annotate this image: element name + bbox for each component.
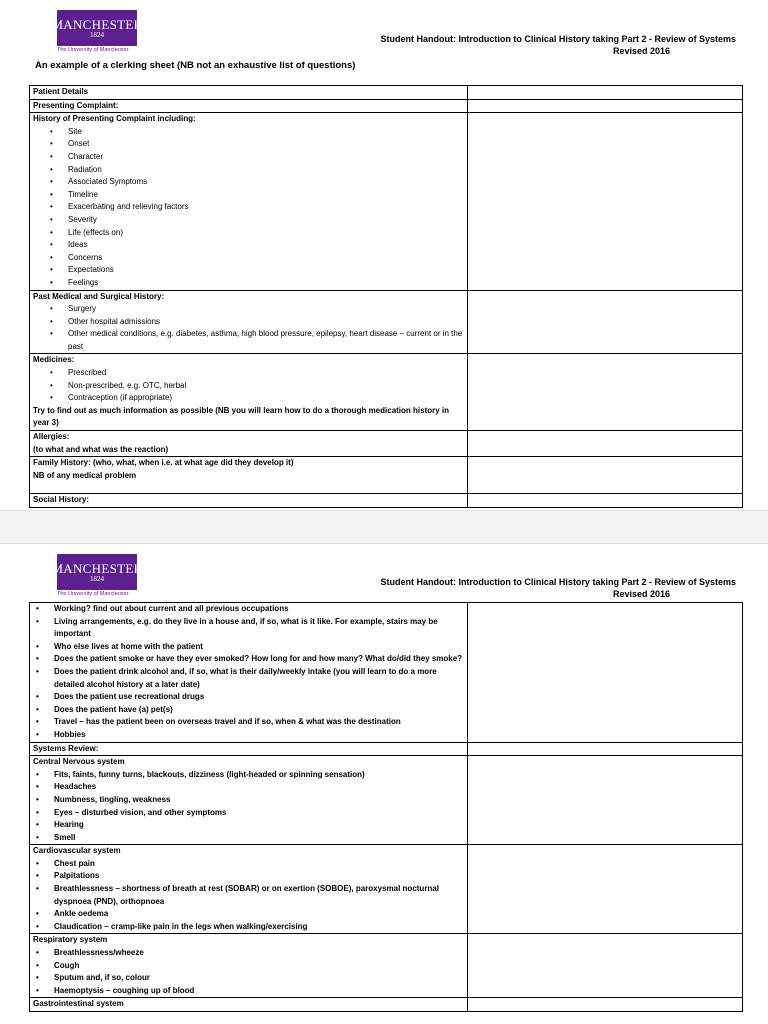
list-item: • Ideas (59, 239, 464, 252)
list-item: • Living arrangements, e.g. do they live in a house and, if so, what is it like. For example, stairs may be important (45, 616, 464, 641)
list-item: • Working? find out about current and all previous occupations (45, 603, 464, 616)
cns-title: Central Nervous system (33, 757, 125, 767)
handout-title: Student Handout: Introduction to Clinical History taking Part 2 - Review of Systems (380, 34, 736, 44)
systems-review-label: Systems Review: (33, 743, 99, 753)
list-item: • Smell (45, 832, 464, 845)
table-row (30, 113, 743, 290)
list-item: • Contraception (if appropriate) (59, 392, 464, 405)
social-history-list (33, 603, 464, 742)
answer-cell (468, 845, 743, 934)
clerking-table-page-2 (29, 602, 743, 1012)
table-row (30, 934, 743, 998)
hpc-title: History of Presenting Complaint including: (33, 114, 196, 124)
list-item: • Headaches (45, 781, 464, 794)
list-item: • Timeline (59, 189, 464, 202)
page-1 (0, 0, 768, 510)
table-cell (30, 290, 468, 354)
answer-cell (468, 494, 743, 508)
list-item: • Cough (45, 960, 464, 973)
table-row (30, 457, 743, 494)
list-item: • Chest pain (45, 858, 464, 871)
logo-subtitle: The University of Manchester (57, 591, 129, 597)
list-item: • Hearing (45, 819, 464, 832)
intro-text: An example of a clerking sheet (NB not an exhaustive list of questions) (35, 60, 356, 71)
list-item: • Prescribed (59, 367, 464, 380)
family-history-note: NB of any medical problem (33, 470, 137, 480)
logo-year: 1824 (90, 574, 104, 583)
list-item: • Severity (59, 214, 464, 227)
list-item: • Ankle oedema (45, 908, 464, 921)
medicines-note: Try to find out as much information as possible (NB you will learn how to do a thorough medication history in year 3) (33, 405, 450, 428)
list-item: • Haemoptysis – coughing up of blood (45, 985, 464, 998)
revised-label: Revised 2016 (612, 589, 670, 599)
list-item: • Life (effects on) (59, 227, 464, 240)
hpc-list (33, 126, 464, 290)
list-item: • Hobbies (45, 729, 464, 742)
list-item: • Claudication – cramp-like pain in the legs when walking/exercising (45, 921, 464, 934)
answer-cell (468, 457, 743, 494)
list-item: • Exacerbating and relieving factors (59, 201, 464, 214)
clerking-table-page-1 (29, 85, 743, 508)
university-logo (51, 10, 143, 46)
table-row (30, 845, 743, 934)
table-row (30, 99, 743, 113)
allergies-note: (to what and what was the reaction) (33, 444, 169, 454)
logo-year: 1824 (90, 30, 104, 39)
answer-cell (468, 290, 743, 354)
presenting-complaint-label: Presenting Complaint: (33, 100, 119, 110)
list-item: • Non-prescribed, e.g. OTC, herbal (59, 380, 464, 393)
table-row (30, 494, 743, 508)
list-item: • Associated Symptoms (59, 176, 464, 189)
family-history-title: Family History: (who, what, when i.e. at what age did they develop it) (33, 458, 294, 468)
list-item: • Breathlessness/wheeze (45, 947, 464, 960)
revised-label: Revised 2016 (612, 46, 670, 56)
answer-cell (468, 86, 743, 100)
answer-cell (468, 113, 743, 290)
list-item: • Who else lives at home with the patient (45, 641, 464, 654)
list-item: • Other hospital admissions (59, 316, 464, 329)
cns-list (33, 769, 464, 845)
list-item: • Does the patient have (a) pet(s) (45, 704, 464, 717)
list-item: • Does the patient smoke or have they ever smoked? How long for and how many? What do/did they smoke? (45, 653, 464, 666)
list-item: • Breathlessness – shortness of breath at rest (SOBAR) or on exertion (SOBOE), paroxysmal nocturnal dyspnoea (PND), orthopnoea (45, 883, 464, 908)
table-cell (30, 113, 468, 290)
pmh-list (33, 303, 464, 353)
list-item: • Does the patient use recreational drugs (45, 691, 464, 704)
list-item: • Site (59, 126, 464, 139)
answer-cell (468, 603, 743, 743)
list-item: • Fits, faints, funny turns, blackouts, dizziness (light-headed or spinning sensation) (45, 769, 464, 782)
table-cell (30, 457, 468, 494)
list-item: • Feelings (59, 277, 464, 290)
pmh-title: Past Medical and Surgical History: (33, 291, 165, 301)
answer-cell (468, 431, 743, 457)
answer-cell (468, 756, 743, 845)
answer-cell (468, 99, 743, 113)
table-cell (30, 494, 468, 508)
list-item: • Radiation (59, 164, 464, 177)
table-row (30, 431, 743, 457)
table-cell (30, 431, 468, 457)
list-item: • Eyes – disturbed vision, and other symptoms (45, 807, 464, 820)
allergies-title: Allergies: (33, 432, 70, 442)
table-row (30, 603, 743, 743)
page-2 (0, 544, 768, 1024)
cvs-list (33, 858, 464, 934)
table-cell (30, 845, 468, 934)
list-item: • Does the patient drink alcohol and, if so, what is their daily/weekly intake (you will learn to do a more detailed alcohol history at a later date) (45, 666, 464, 691)
list-item: • Palpitations (45, 870, 464, 883)
list-item: • Onset (59, 138, 464, 151)
respiratory-list (33, 947, 464, 997)
table-cell (30, 742, 468, 756)
table-cell (30, 998, 468, 1012)
table-cell (30, 756, 468, 845)
cvs-title: Cardiovascular system (33, 846, 121, 856)
answer-cell (468, 998, 743, 1012)
list-item: • Sputum and, if so, colour (45, 972, 464, 985)
answer-cell (468, 742, 743, 756)
medicines-title: Medicines: (33, 355, 75, 365)
list-item: • Concerns (59, 252, 464, 265)
table-row (30, 354, 743, 431)
university-logo (51, 554, 143, 590)
patient-details-label: Patient Details (33, 87, 89, 96)
social-history-label: Social History: (33, 495, 90, 505)
table-row (30, 756, 743, 845)
table-row (30, 998, 743, 1012)
table-row (30, 742, 743, 756)
table-row (30, 86, 743, 100)
list-item: • Expectations (59, 264, 464, 277)
table-cell (30, 99, 468, 113)
list-item: • Character (59, 151, 464, 164)
gastrointestinal-title: Gastrointestinal system (33, 999, 124, 1009)
table-cell (30, 86, 468, 100)
table-cell (30, 603, 468, 743)
list-item: • Other medical conditions, e.g. diabetes, asthma, high blood pressure, epilepsy, heart disease – current or in the past (59, 328, 464, 353)
logo-name: MANCHESTER (51, 16, 143, 32)
logo-name: MANCHESTER (51, 560, 143, 576)
list-item: • Numbness, tingling, weakness (45, 794, 464, 807)
table-row (30, 290, 743, 354)
handout-title: Student Handout: Introduction to Clinical History taking Part 2 - Review of Systems (380, 577, 736, 587)
answer-cell (468, 354, 743, 431)
page-separator (0, 510, 768, 544)
answer-cell (468, 934, 743, 998)
list-item: • Surgery (59, 303, 464, 316)
respiratory-title: Respiratory system (33, 935, 108, 945)
logo-subtitle: The University of Manchester (57, 47, 129, 53)
table-cell (30, 354, 468, 431)
medicines-list (33, 367, 464, 405)
list-item: • Travel – has the patient been on overseas travel and if so, when & what was the destination (45, 716, 464, 729)
table-cell (30, 934, 468, 998)
